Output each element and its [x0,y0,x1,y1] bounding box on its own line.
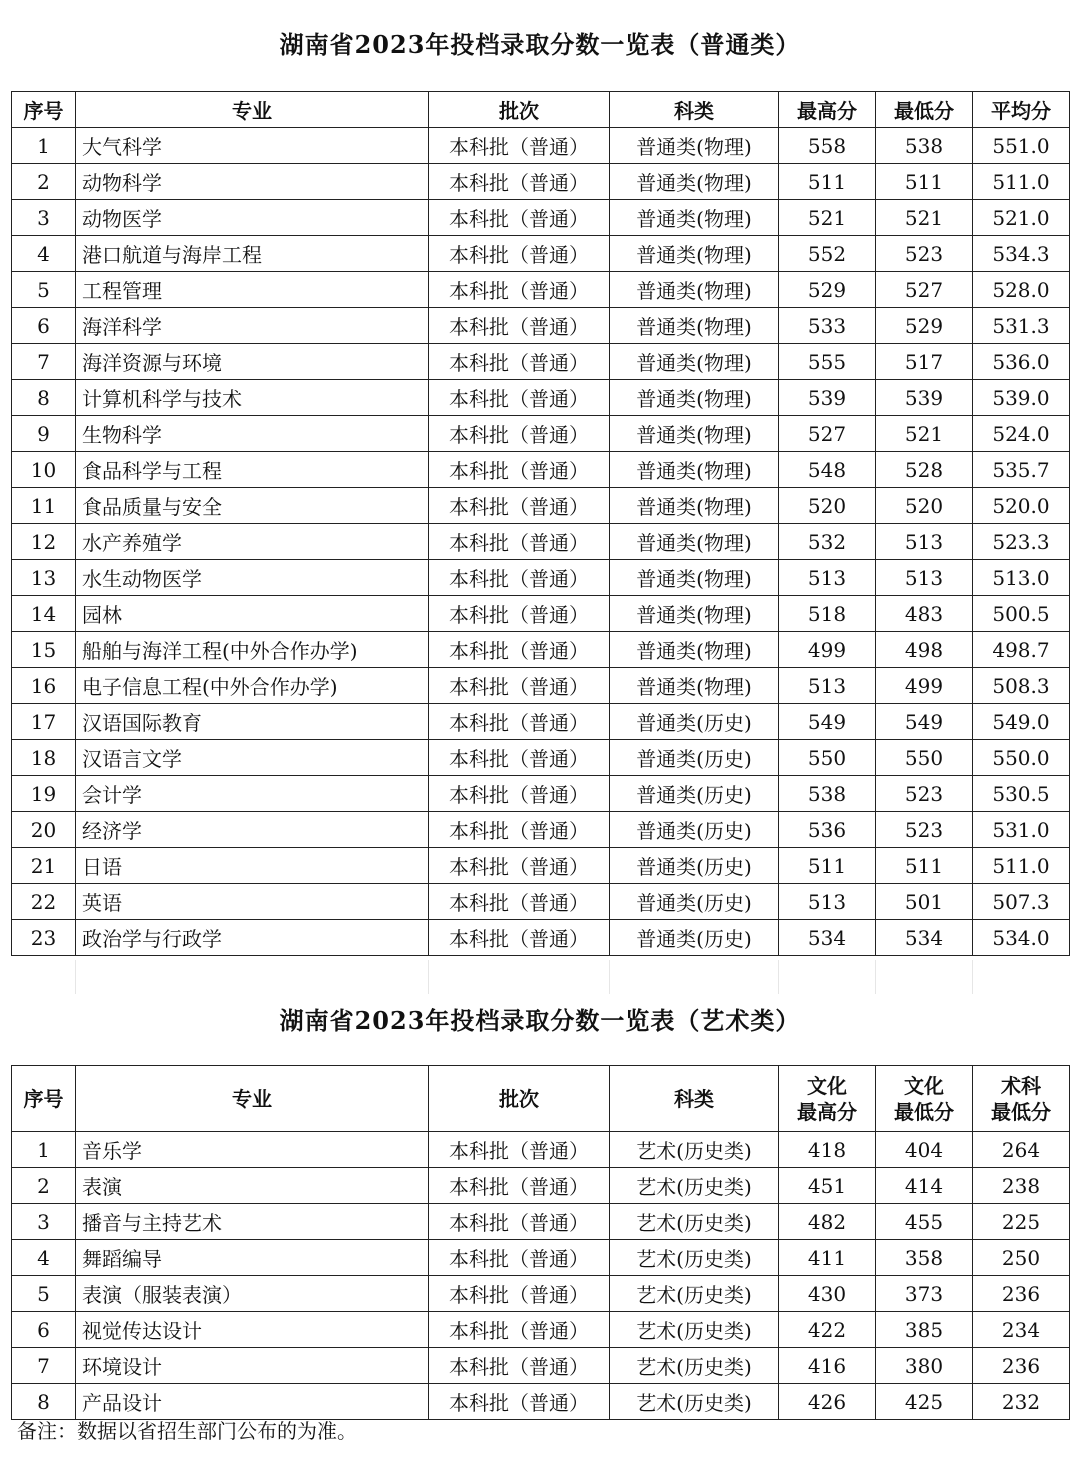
table-row [12,704,1070,740]
cell-major: 水生动物医学 [76,560,429,596]
table-row [12,452,1070,488]
cell-serial: 14 [12,596,76,632]
cell-category: 艺术(历史类) [610,1276,779,1312]
cell-category: 普通类(物理) [610,272,779,308]
cell-col7: 549.0 [973,704,1070,740]
cell-col6: 483 [876,596,973,632]
cell-col5: 539 [779,380,876,416]
cell-col6: 520 [876,488,973,524]
cell-major: 经济学 [76,812,429,848]
cell-col6: 414 [876,1168,973,1204]
cell-col5: 513 [779,884,876,920]
cell-col6: 529 [876,308,973,344]
cell-col5: 418 [779,1132,876,1168]
cell-major: 视觉传达设计 [76,1312,429,1348]
cell-col6: 511 [876,848,973,884]
cell-col5: 426 [779,1384,876,1420]
cell-category: 普通类(历史) [610,740,779,776]
cell-batch: 本科批（普通） [429,200,610,236]
table-row [12,416,1070,452]
cell-category: 艺术(历史类) [610,1312,779,1348]
header-row [12,92,1070,128]
cell-col7: 498.7 [973,632,1070,668]
cell-col6: 517 [876,344,973,380]
table-row [12,1240,1070,1276]
cell-col7: 524.0 [973,416,1070,452]
table-row [12,308,1070,344]
column-header-col6 [876,1066,973,1132]
header-line: 最高分 [797,1099,857,1124]
table-row [12,128,1070,164]
column-header-major: 专业 [76,1066,429,1132]
cell-serial: 21 [12,848,76,884]
header-row [12,1066,1070,1132]
table-row [12,236,1070,272]
column-header-batch: 批次 [429,92,610,128]
cell-col5: 520 [779,488,876,524]
cell-serial: 23 [12,920,76,956]
cell-major: 会计学 [76,776,429,812]
cell-col5: 550 [779,740,876,776]
cell-col7: 528.0 [973,272,1070,308]
table-row [12,344,1070,380]
cell-batch: 本科批（普通） [429,884,610,920]
cell-serial: 18 [12,740,76,776]
cell-batch: 本科批（普通） [429,704,610,740]
cell-col7: 511.0 [973,848,1070,884]
cell-major: 海洋资源与环境 [76,344,429,380]
cell-batch: 本科批（普通） [429,272,610,308]
header-line: 术科 [1001,1073,1041,1098]
cell-col7: 520.0 [973,488,1070,524]
cell-major: 汉语言文学 [76,740,429,776]
cell-batch: 本科批（普通） [429,1132,610,1168]
cell-batch: 本科批（普通） [429,1204,610,1240]
cell-major: 动物医学 [76,200,429,236]
table-row [12,668,1070,704]
table-row [12,776,1070,812]
cell-category: 普通类(物理) [610,596,779,632]
table-row [12,848,1070,884]
table-row [12,272,1070,308]
table-title-general: 湖南省2023年投档录取分数一览表（普通类） [279,30,801,59]
cell-category: 艺术(历史类) [610,1240,779,1276]
cell-serial: 15 [12,632,76,668]
column-header-serial: 序号 [12,92,76,128]
cell-batch: 本科批（普通） [429,164,610,200]
cell-major: 园林 [76,596,429,632]
table-row [12,740,1070,776]
table-row [12,164,1070,200]
cell-serial: 20 [12,812,76,848]
cell-col6: 511 [876,164,973,200]
cell-serial: 7 [12,1348,76,1384]
cell-major: 水产养殖学 [76,524,429,560]
cell-col7: 531.0 [973,812,1070,848]
cell-col7: 536.0 [973,344,1070,380]
general-score-table [11,91,1070,956]
cell-batch: 本科批（普通） [429,596,610,632]
cell-batch: 本科批（普通） [429,524,610,560]
table-row [12,1276,1070,1312]
cell-col5: 513 [779,668,876,704]
table-row [12,596,1070,632]
cell-category: 普通类(历史) [610,704,779,740]
cell-batch: 本科批（普通） [429,488,610,524]
cell-category: 普通类(历史) [610,920,779,956]
cell-major: 表演 [76,1168,429,1204]
cell-major: 电子信息工程(中外合作办学) [76,668,429,704]
cell-col6: 404 [876,1132,973,1168]
cell-major: 舞蹈编导 [76,1240,429,1276]
cell-category: 普通类(物理) [610,236,779,272]
cell-col7: 551.0 [973,128,1070,164]
cell-col7: 264 [973,1132,1070,1168]
header-line: 最低分 [894,1099,954,1124]
cell-major: 汉语国际教育 [76,704,429,740]
cell-batch: 本科批（普通） [429,560,610,596]
cell-col5: 532 [779,524,876,560]
cell-col7: 507.3 [973,884,1070,920]
cell-category: 普通类(物理) [610,452,779,488]
column-header-col5 [779,1066,876,1132]
table-row [12,632,1070,668]
cell-batch: 本科批（普通） [429,1348,610,1384]
cell-col5: 416 [779,1348,876,1384]
cell-batch: 本科批（普通） [429,776,610,812]
cell-category: 普通类(物理) [610,380,779,416]
cell-serial: 5 [12,272,76,308]
cell-category: 普通类(物理) [610,164,779,200]
header-line: 文化 [807,1073,847,1098]
cell-col6: 385 [876,1312,973,1348]
column-header-batch: 批次 [429,1066,610,1132]
cell-batch: 本科批（普通） [429,632,610,668]
cell-col5: 451 [779,1168,876,1204]
cell-col6: 521 [876,416,973,452]
table-row [12,560,1070,596]
blank-spacer-row [11,960,1069,994]
table-row [12,812,1070,848]
cell-major: 表演（服装表演） [76,1276,429,1312]
cell-col6: 373 [876,1276,973,1312]
cell-col6: 523 [876,812,973,848]
cell-category: 普通类(物理) [610,560,779,596]
cell-category: 普通类(历史) [610,848,779,884]
cell-col6: 539 [876,380,973,416]
cell-category: 普通类(历史) [610,812,779,848]
cell-major: 政治学与行政学 [76,920,429,956]
cell-category: 普通类(物理) [610,632,779,668]
column-header-major: 专业 [76,92,429,128]
cell-col5: 513 [779,560,876,596]
table-row [12,1384,1070,1420]
cell-major: 生物科学 [76,416,429,452]
cell-serial: 8 [12,1384,76,1420]
cell-col6: 527 [876,272,973,308]
cell-col5: 536 [779,812,876,848]
cell-batch: 本科批（普通） [429,812,610,848]
cell-serial: 2 [12,164,76,200]
cell-serial: 17 [12,704,76,740]
cell-col6: 534 [876,920,973,956]
cell-col7: 539.0 [973,380,1070,416]
cell-col6: 498 [876,632,973,668]
footnote: 备注：数据以省招生部门公布的为准。 [17,1419,357,1443]
cell-serial: 19 [12,776,76,812]
cell-serial: 10 [12,452,76,488]
cell-serial: 6 [12,308,76,344]
cell-batch: 本科批（普通） [429,344,610,380]
cell-col6: 425 [876,1384,973,1420]
cell-batch: 本科批（普通） [429,1240,610,1276]
cell-col7: 508.3 [973,668,1070,704]
table-row [12,1312,1070,1348]
column-header-col7 [973,1066,1070,1132]
cell-serial: 2 [12,1168,76,1204]
admission-score-sheet [11,11,1069,1451]
cell-col6: 501 [876,884,973,920]
cell-category: 普通类(物理) [610,416,779,452]
cell-col6: 499 [876,668,973,704]
cell-col5: 518 [779,596,876,632]
cell-major: 英语 [76,884,429,920]
cell-col7: 521.0 [973,200,1070,236]
cell-col7: 513.0 [973,560,1070,596]
cell-col7: 225 [973,1204,1070,1240]
cell-col5: 552 [779,236,876,272]
cell-batch: 本科批（普通） [429,668,610,704]
cell-col6: 528 [876,452,973,488]
cell-category: 普通类(物理) [610,308,779,344]
cell-serial: 16 [12,668,76,704]
column-header-category: 科类 [610,92,779,128]
table-row [12,524,1070,560]
column-header-col5: 最高分 [779,92,876,128]
cell-serial: 3 [12,1204,76,1240]
cell-col6: 358 [876,1240,973,1276]
cell-col7: 236 [973,1348,1070,1384]
cell-serial: 5 [12,1276,76,1312]
cell-major: 船舶与海洋工程(中外合作办学) [76,632,429,668]
cell-batch: 本科批（普通） [429,128,610,164]
cell-category: 普通类(物理) [610,128,779,164]
cell-col5: 538 [779,776,876,812]
cell-category: 普通类(物理) [610,668,779,704]
cell-col5: 533 [779,308,876,344]
cell-col5: 555 [779,344,876,380]
cell-category: 艺术(历史类) [610,1168,779,1204]
table-row [12,1348,1070,1384]
cell-col6: 380 [876,1348,973,1384]
cell-batch: 本科批（普通） [429,1384,610,1420]
cell-serial: 1 [12,1132,76,1168]
cell-category: 普通类(历史) [610,884,779,920]
art-score-table [11,1065,1070,1420]
cell-major: 音乐学 [76,1132,429,1168]
column-header-serial: 序号 [12,1066,76,1132]
column-header-col7: 平均分 [973,92,1070,128]
table-row [12,1204,1070,1240]
cell-serial: 4 [12,1240,76,1276]
cell-col7: 232 [973,1384,1070,1420]
cell-col5: 558 [779,128,876,164]
cell-col7: 523.3 [973,524,1070,560]
cell-major: 日语 [76,848,429,884]
cell-serial: 12 [12,524,76,560]
cell-col6: 538 [876,128,973,164]
cell-col7: 250 [973,1240,1070,1276]
cell-col5: 521 [779,200,876,236]
cell-category: 普通类(物理) [610,344,779,380]
cell-col5: 411 [779,1240,876,1276]
cell-batch: 本科批（普通） [429,380,610,416]
cell-col6: 550 [876,740,973,776]
cell-col6: 523 [876,776,973,812]
table-row [12,884,1070,920]
cell-batch: 本科批（普通） [429,1312,610,1348]
table-row [12,1168,1070,1204]
cell-major: 港口航道与海岸工程 [76,236,429,272]
cell-major: 食品质量与安全 [76,488,429,524]
cell-category: 普通类(物理) [610,524,779,560]
cell-category: 普通类(物理) [610,488,779,524]
cell-col7: 238 [973,1168,1070,1204]
cell-col7: 236 [973,1276,1070,1312]
cell-serial: 11 [12,488,76,524]
cell-col6: 521 [876,200,973,236]
cell-col6: 549 [876,704,973,740]
cell-col7: 500.5 [973,596,1070,632]
cell-col7: 535.7 [973,452,1070,488]
cell-major: 大气科学 [76,128,429,164]
table-row [12,200,1070,236]
cell-col5: 422 [779,1312,876,1348]
cell-col5: 430 [779,1276,876,1312]
cell-col5: 499 [779,632,876,668]
cell-category: 艺术(历史类) [610,1132,779,1168]
cell-col5: 529 [779,272,876,308]
cell-serial: 4 [12,236,76,272]
cell-col7: 234 [973,1312,1070,1348]
cell-col7: 534.3 [973,236,1070,272]
cell-category: 艺术(历史类) [610,1204,779,1240]
table-row [12,380,1070,416]
cell-batch: 本科批（普通） [429,308,610,344]
table-title-art: 湖南省2023年投档录取分数一览表（艺术类） [279,1006,801,1035]
cell-serial: 1 [12,128,76,164]
header-line: 文化 [904,1073,944,1098]
cell-serial: 3 [12,200,76,236]
cell-major: 环境设计 [76,1348,429,1384]
cell-major: 工程管理 [76,272,429,308]
cell-batch: 本科批（普通） [429,848,610,884]
cell-col5: 482 [779,1204,876,1240]
table-row [12,1132,1070,1168]
cell-col5: 548 [779,452,876,488]
cell-col5: 511 [779,848,876,884]
cell-category: 艺术(历史类) [610,1384,779,1420]
cell-major: 食品科学与工程 [76,452,429,488]
header-line: 最低分 [991,1099,1051,1124]
cell-batch: 本科批（普通） [429,236,610,272]
cell-col6: 455 [876,1204,973,1240]
cell-category: 普通类(物理) [610,200,779,236]
cell-col7: 511.0 [973,164,1070,200]
cell-major: 播音与主持艺术 [76,1204,429,1240]
cell-col6: 523 [876,236,973,272]
cell-col5: 527 [779,416,876,452]
cell-serial: 22 [12,884,76,920]
column-header-col6: 最低分 [876,92,973,128]
cell-serial: 8 [12,380,76,416]
cell-category: 普通类(历史) [610,776,779,812]
cell-serial: 6 [12,1312,76,1348]
cell-batch: 本科批（普通） [429,1168,610,1204]
cell-col7: 534.0 [973,920,1070,956]
cell-major: 动物科学 [76,164,429,200]
cell-col6: 513 [876,560,973,596]
cell-major: 产品设计 [76,1384,429,1420]
cell-serial: 13 [12,560,76,596]
cell-col7: 530.5 [973,776,1070,812]
cell-batch: 本科批（普通） [429,740,610,776]
cell-major: 海洋科学 [76,308,429,344]
cell-serial: 7 [12,344,76,380]
cell-batch: 本科批（普通） [429,452,610,488]
cell-serial: 9 [12,416,76,452]
cell-category: 艺术(历史类) [610,1348,779,1384]
column-header-category: 科类 [610,1066,779,1132]
cell-col5: 549 [779,704,876,740]
cell-batch: 本科批（普通） [429,1276,610,1312]
cell-col5: 511 [779,164,876,200]
cell-col6: 513 [876,524,973,560]
table-row [12,488,1070,524]
cell-col7: 550.0 [973,740,1070,776]
cell-batch: 本科批（普通） [429,416,610,452]
cell-batch: 本科批（普通） [429,920,610,956]
cell-col7: 531.3 [973,308,1070,344]
table-row [12,920,1070,956]
cell-major: 计算机科学与技术 [76,380,429,416]
cell-col5: 534 [779,920,876,956]
